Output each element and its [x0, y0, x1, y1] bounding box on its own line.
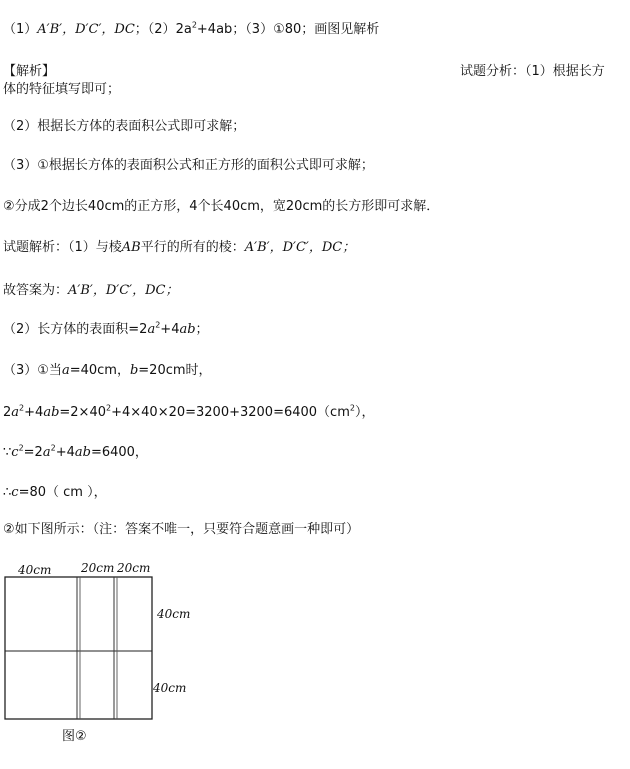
answer-1: A′B′，D′C′，DC [37, 22, 135, 37]
solution-math: a [11, 405, 20, 420]
solution-math: AB [121, 240, 141, 255]
right-label-2: 40cm [153, 681, 187, 695]
solution-math: a [61, 363, 70, 378]
solution-math: c [11, 485, 19, 500]
answer-part-2: ；（2） [134, 22, 176, 37]
solution-text: +4 [24, 405, 44, 420]
solution-text: 试题解析：（1）与棱 [3, 240, 122, 255]
solution-line-5: $2a^2+4ab=2\times 40^2+4\times 40\times 20=3200+3200=6400(cm^2)$， [3, 403, 375, 420]
solution-text: =2×40 [59, 405, 106, 420]
solution-line-3: （2）长方体的表面积$=2a^2+4ab$； [3, 320, 209, 337]
solution-math: b [129, 363, 139, 378]
outer-rectangle [5, 577, 152, 719]
solution-text: =2 [23, 445, 43, 460]
net-figure [0, 555, 200, 755]
answer-2b: +4ab [196, 22, 233, 37]
net-drawing [0, 555, 200, 755]
solution-math: ab [74, 445, 91, 460]
solution-line-1 [3, 240, 355, 256]
answer-line: （1）A′B′，D′C′，DC；$(2)2a^2+4ab$；（3）①80；画图见解析 [3, 20, 380, 37]
right-label-1: 40cm [157, 607, 191, 621]
solution-math: a [147, 322, 156, 337]
figure-caption: 图② [62, 729, 87, 744]
top-label-2: 20cm [81, 561, 115, 575]
answer-part-3: ；（3）①80；画图见解析 [232, 22, 380, 37]
solution-line-2 [3, 283, 179, 299]
solution-text: ）， [354, 405, 375, 420]
therefore-symbol: ∴ [3, 485, 12, 500]
solution-math: c [11, 445, 19, 460]
solution-math: ab [43, 405, 60, 420]
since-symbol: ∵ [3, 445, 12, 460]
solution-text: （3）①当 [3, 363, 62, 378]
solution-text: =80（ cm ）， [18, 485, 107, 500]
solution-text: +4 [160, 322, 180, 337]
top-label-3: 20cm [117, 561, 151, 575]
analysis-right-text: 试题分析：（1）根据长方 [460, 64, 605, 79]
answer-2a: 2a [175, 22, 192, 37]
solution-text: +4 [55, 445, 75, 460]
analysis-continuation: 体的特征填写即可； [3, 82, 121, 97]
solution-text: =6400， [90, 445, 148, 460]
solution-text: （2）长方体的表面积=2 [3, 322, 148, 337]
solution-text: =20cm时， [138, 363, 212, 378]
solution-line-8: ②如下图所示：（注：答案不唯一，只要符合题意画一种即可） [3, 522, 360, 537]
analysis-heading: 【解析】 [3, 64, 56, 79]
solution-line-4 [3, 363, 212, 379]
solution-text: 平行的所有的棱： [140, 240, 245, 255]
solution-line-6: $\because c^2=2a^2+4ab=6400$， [3, 443, 148, 460]
solution-math: A′B′，D′C′，DC； [244, 240, 356, 255]
analysis-step-3b: ②分成2个边长40cm的正方形，4个长40cm，宽20cm的长方形即可求解． [3, 199, 440, 214]
analysis-step-2: （2）根据长方体的表面积公式即可求解； [3, 119, 246, 134]
solution-text: 2 [3, 405, 12, 420]
solution-line-7 [3, 485, 107, 501]
solution-math: ab [179, 322, 196, 337]
solution-text: ； [195, 322, 209, 337]
solution-math: a [42, 445, 51, 460]
answer-part-1: （1） [3, 22, 38, 37]
top-label-1: 40cm [18, 563, 52, 577]
analysis-step-3: （3）①根据长方体的表面积公式和正方形的面积公式即可求解； [3, 158, 374, 173]
solution-text: 故答案为： [3, 283, 69, 298]
solution-text: =40cm， [69, 363, 130, 378]
solution-math: A′B′，D′C′，DC； [68, 283, 179, 298]
solution-text: +4×40×20=3200+3200=6400（cm [111, 405, 350, 420]
